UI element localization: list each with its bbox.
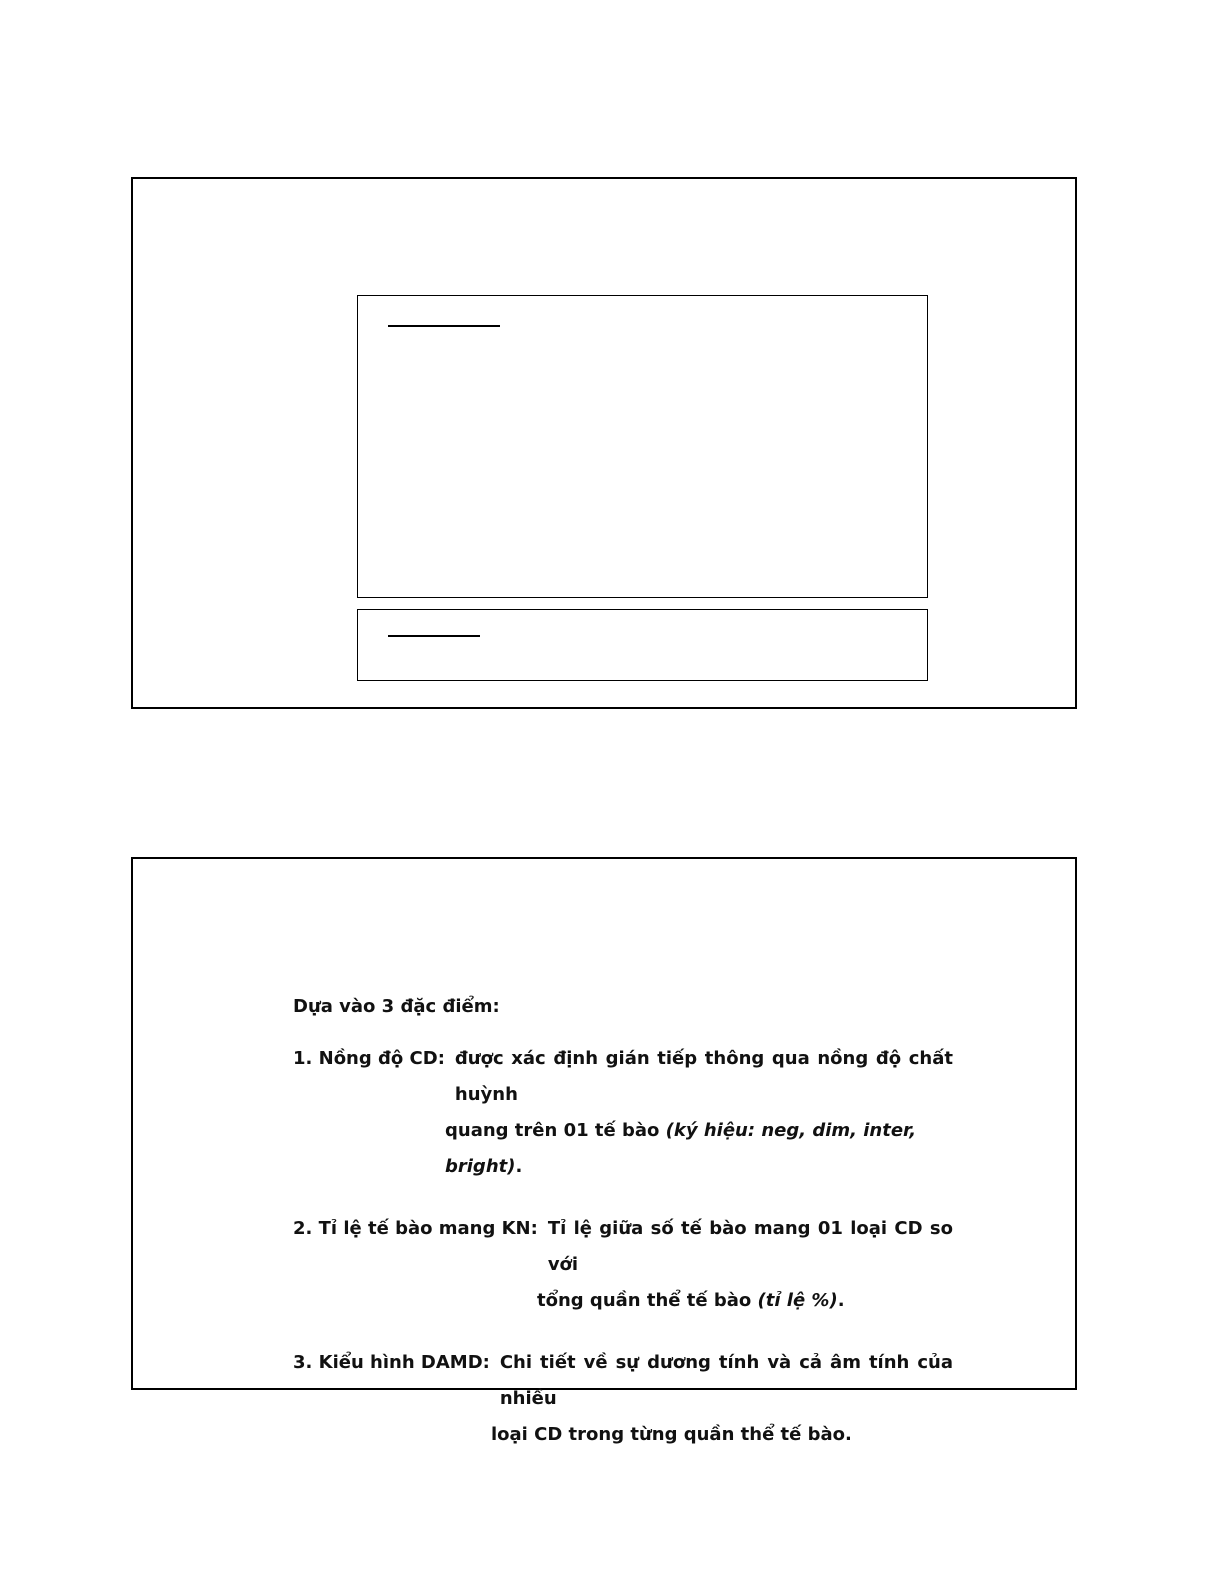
item-description-text: tổng quần thể tế bào [537, 1290, 752, 1311]
item-first-line [293, 1041, 953, 1113]
item-description: Tỉ lệ giữa số tế bào mang 01 loại CD so với [547, 1218, 953, 1275]
item-first-line [293, 1211, 953, 1283]
intro-text: Dựa vào 3 đặc điểm: [293, 996, 500, 1017]
slide-1 [131, 177, 1077, 709]
item-description-continued [293, 1113, 953, 1185]
item-description-continued [293, 1283, 953, 1319]
list-item [293, 1345, 953, 1453]
item-description-text: quang trên 01 tế bào [445, 1120, 660, 1141]
item-first-line [293, 1345, 953, 1417]
slide-2-content [293, 989, 953, 1479]
heading-underline [388, 635, 480, 637]
item-term: 1. Nồng độ CD: [293, 1048, 445, 1069]
item-note: (tỉ lệ %) [757, 1290, 838, 1311]
list-item [293, 1211, 953, 1319]
item-end: . [515, 1156, 523, 1177]
heading-underline [388, 325, 500, 327]
slide-2 [131, 857, 1077, 1445]
item-end: . [837, 1290, 845, 1311]
item-description: được xác định gián tiếp thông qua nồng độ chất huỳnh [454, 1048, 953, 1105]
lower-content-box [357, 609, 928, 681]
item-term: 2. Tỉ lệ tế bào mang KN: [293, 1218, 538, 1239]
item-description-text: loại CD trong từng quần thể tế bào. [491, 1424, 852, 1445]
item-description-continued [293, 1417, 953, 1453]
upper-content-box [357, 295, 928, 598]
list-item [293, 1041, 953, 1185]
item-note: (ký hiệu: neg, dim, inter, bright) [445, 1120, 917, 1177]
item-description: Chi tiết về sự dương tính và cả âm tính của nhiều [499, 1352, 953, 1409]
item-term: 3. Kiểu hình DAMD: [293, 1352, 490, 1373]
